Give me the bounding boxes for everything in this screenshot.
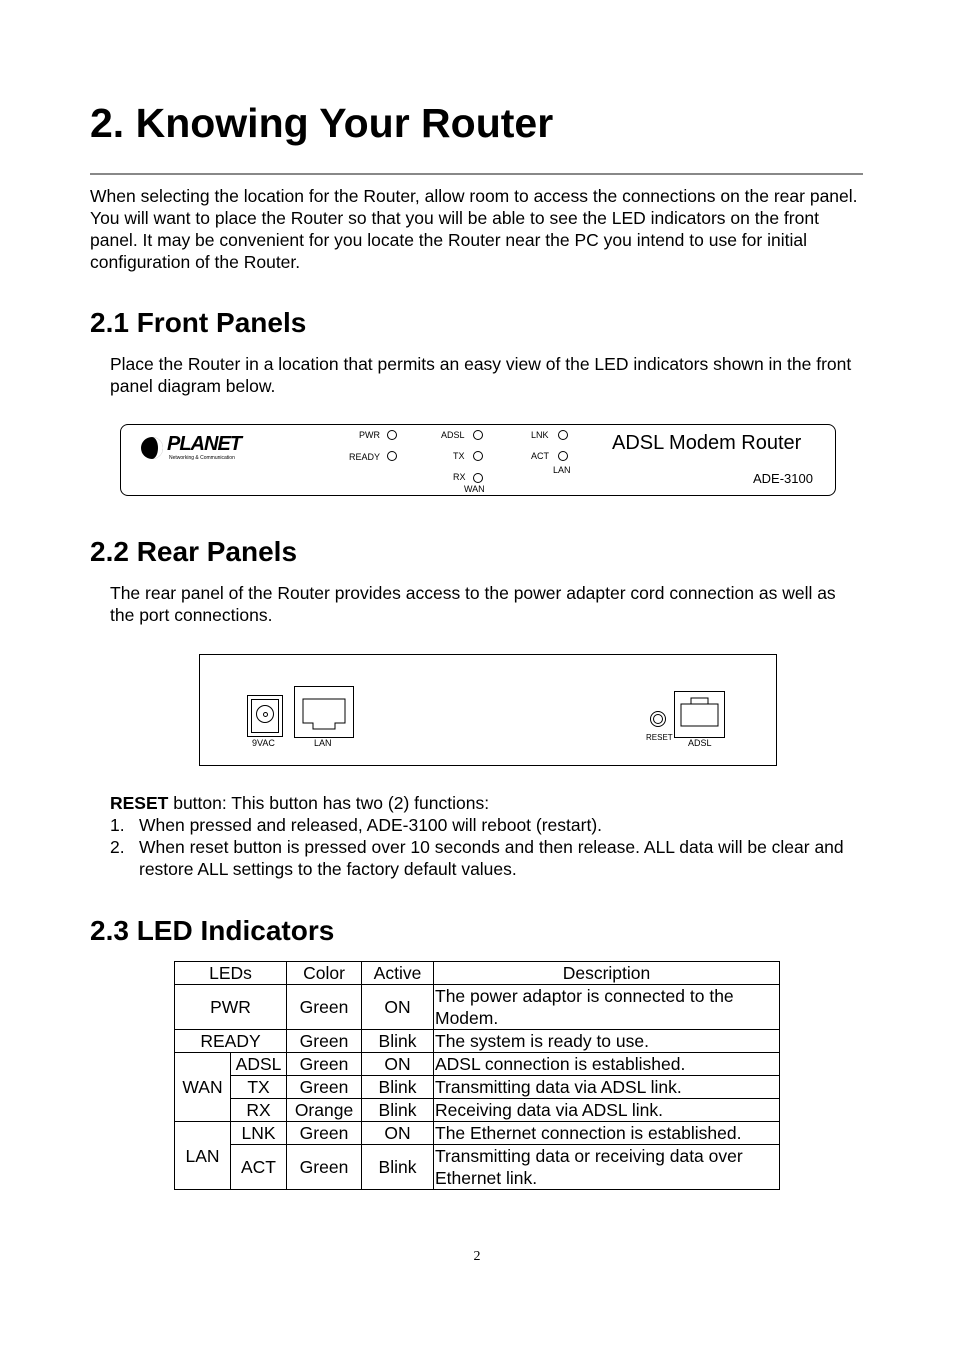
model-name: ADE-3100 bbox=[753, 471, 813, 486]
section-rear-heading: 2.2 Rear Panels bbox=[90, 536, 298, 567]
led-pwr-icon bbox=[387, 430, 397, 440]
port-label-adsl: ADSL bbox=[688, 738, 712, 748]
section-led-heading: 2.3 LED Indicators bbox=[90, 915, 335, 946]
led-tx-icon bbox=[473, 451, 483, 461]
led-adsl-icon bbox=[473, 430, 483, 440]
page-title: 2. Knowing Your Router bbox=[90, 100, 554, 146]
label-rx: RX bbox=[453, 472, 466, 482]
table-row: ACT Green Blink Transmitting data or receiving data over Ethernet link. bbox=[175, 1145, 780, 1190]
title-rule bbox=[90, 173, 863, 175]
reset-rest: button: This button has two (2) functions: bbox=[168, 793, 490, 813]
lan-port-icon bbox=[294, 686, 354, 738]
port-label-reset: RESET bbox=[646, 733, 673, 742]
reset-intro bbox=[110, 792, 860, 814]
product-name: ADSL Modem Router bbox=[612, 432, 802, 454]
page-number: 2 bbox=[473, 1249, 481, 1264]
table-row: RX Orange Blink Receiving data via ADSL link. bbox=[175, 1099, 780, 1122]
logo-subtext: Networking & Communication bbox=[169, 455, 235, 461]
reset-steps bbox=[110, 814, 850, 880]
table-row: READY Green Blink The system is ready to use. bbox=[175, 1030, 780, 1053]
logo-text: PLANET bbox=[167, 433, 241, 455]
label-adsl: ADSL bbox=[441, 430, 465, 440]
label-lnk: LNK bbox=[531, 430, 549, 440]
led-lnk-icon bbox=[558, 430, 568, 440]
table-row: WAN ADSL Green ON ADSL connection is established. bbox=[175, 1053, 780, 1076]
led-rx-icon bbox=[473, 473, 483, 483]
list-item: 1. When pressed and released, ADE-3100 will reboot (restart). bbox=[110, 815, 603, 835]
label-wan: WAN bbox=[464, 484, 485, 494]
table-row: LAN LNK Green ON The Ethernet connection is established. bbox=[175, 1122, 780, 1145]
label-lan: LAN bbox=[553, 465, 571, 475]
port-label-lan: LAN bbox=[314, 738, 332, 748]
rear-paragraph: The rear panel of the Router provides access to the power adapter cord connection as well as the port connections. bbox=[110, 583, 836, 625]
label-act: ACT bbox=[531, 451, 549, 461]
label-pwr: PWR bbox=[359, 430, 380, 440]
front-paragraph: Place the Router in a location that permits an easy view of the LED indicators shown in the front panel diagram below. bbox=[110, 354, 852, 396]
label-tx: TX bbox=[453, 451, 465, 461]
adsl-port-icon bbox=[674, 691, 725, 738]
table-row: PWR Green ON The power adaptor is connected to the Modem. bbox=[175, 985, 780, 1030]
reset-bold: RESET bbox=[110, 793, 169, 813]
front-panel-diagram bbox=[120, 424, 836, 496]
table-row: TX Green Blink Transmitting data via ADSL link. bbox=[175, 1076, 780, 1099]
power-jack-icon bbox=[247, 695, 283, 737]
led-table bbox=[174, 961, 780, 1190]
list-item: 2. When reset button is pressed over 10 seconds and then release. ALL data will be clear and restore ALL settings to the factory default values. bbox=[110, 837, 844, 879]
port-label-power: 9VAC bbox=[252, 738, 275, 748]
planet-logo-icon bbox=[139, 435, 165, 461]
led-ready-icon bbox=[387, 451, 397, 461]
table-header-row: LEDs Color Active Description bbox=[175, 962, 780, 985]
led-act-icon bbox=[558, 451, 568, 461]
reset-button-icon bbox=[650, 711, 666, 727]
label-ready: READY bbox=[349, 452, 381, 462]
intro-paragraph: When selecting the location for the Router, allow room to access the connections on the rear panel. You will want to place the Router so that you will be able to see the LED indicators on the front panel. It may be convenient for you locate the Router near the PC you intend to use for initial configuration of the Router. bbox=[90, 186, 858, 272]
section-front-heading: 2.1 Front Panels bbox=[90, 307, 307, 338]
rear-panel-diagram bbox=[199, 654, 777, 766]
